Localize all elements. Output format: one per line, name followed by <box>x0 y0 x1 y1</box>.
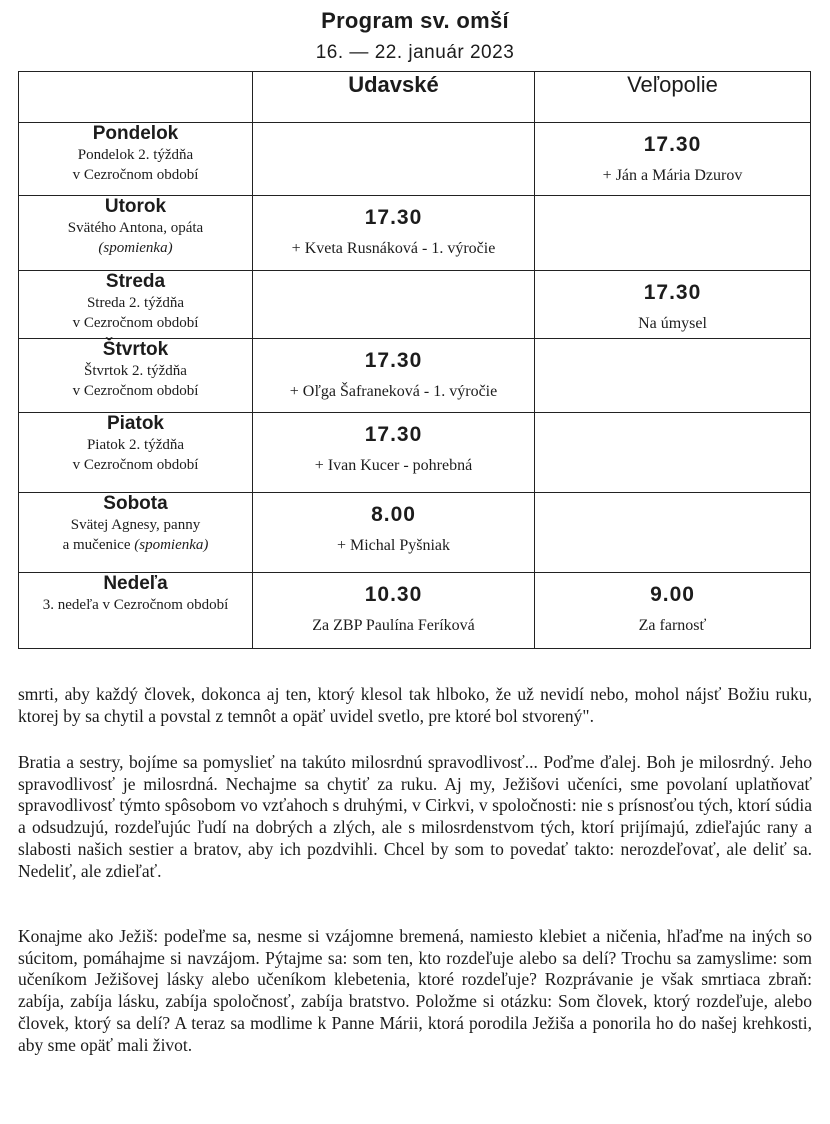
mass-time: 17.30 <box>643 281 702 304</box>
mass-slot-udavske <box>253 271 535 339</box>
day-name: Piatok <box>106 413 165 434</box>
day-cell <box>19 123 253 196</box>
day-description-line2 <box>19 313 252 333</box>
table-row <box>19 413 811 493</box>
mass-slot-udavske <box>253 573 535 649</box>
day-cell <box>19 271 253 339</box>
column-header-velopolie: Veľopolie <box>535 72 811 123</box>
body-paragraph-2: Bratia a sestry, bojíme sa pomyslieť na takúto milosrdnú spravodlivosť... Poďme ďalej. Boh je milosrdný. Jeho spravodlivosť je milosrdná. Nechajme sa chytiť za ruku. Aj my, Ježišovi učeníci, sme povolaní uplatňovať spravodlivosť týmto spôsobom vo vzťahoch s druhými, v Cirkvi, v spoločnosti: nie s prísnosťou tých, ktorí súdia a odsudzujú, rozdeľujúc ľudí na dobrých a zlých, ale s milosrdenstvom tých, ktorí prijímajú, zdieľajúc rany a slabosti našich sestier a bratov, aby ich pozdvihli. Chcel by som to povedať takto: nerozdeľovať, ale deliť sa. Nedeliť, ale zdieľať. <box>18 752 812 881</box>
day-name: Nedeľa <box>103 573 168 594</box>
mass-slot-velopolie <box>535 573 811 649</box>
day-description-line2 <box>19 165 252 185</box>
mass-slot-velopolie <box>535 271 811 339</box>
mass-slot-udavske <box>253 123 535 196</box>
mass-intention: Za farnosť <box>638 617 707 634</box>
day-description: Svätej Agnesy, panny <box>70 517 201 533</box>
day-description-line2 <box>19 535 252 555</box>
mass-time: 17.30 <box>364 349 423 372</box>
body-paragraph-1: smrti, aby každý človek, dokonca aj ten, ktorý klesol tak hlboko, že už nevidí nebo, mohol nájsť Božiu ruku, ktorej by sa chytil a povstal z temnôt a opäť uvidel svetlo, pre ktoré bol stvorený". <box>18 684 812 726</box>
table-row <box>19 196 811 271</box>
mass-intention: + Ján a Mária Dzurov <box>602 167 743 184</box>
day-name: Štvrtok <box>102 339 169 360</box>
body-paragraph-3: Konajme ako Ježiš: podeľme sa, nesme si vzájomne bremená, namiesto klebiet a ničenia, hľaďme na iných so súcitom, pomáhajme si navzájom. Pýtajme sa: som ten, kto rozdeľuje alebo sa delí? Trochu sa zamyslime: som učeníkom Ježišovej lásky alebo učeníkom klebetenia, ktoré rozdeľuje? Rozprávanie je však smrtiaca zbraň: zabíja, zabíja lásku, zabíja spoločnosť, zabíja bratstvo. Položme si otázku: Som človek, ktorý rozdeľuje, alebo človek, ktorý sa delí? A teraz sa modlime k Panne Márii, ktorá porodila Ježiša a ponorila ho do našej krehkosti, aby sme opäť mali život. <box>18 926 812 1055</box>
mass-slot-velopolie <box>535 339 811 413</box>
day-name: Utorok <box>104 196 167 217</box>
mass-time: 8.00 <box>371 503 416 526</box>
mass-slot-velopolie <box>535 413 811 493</box>
column-header-udavske: Udavské <box>253 72 535 123</box>
day-description: 3. nedeľa v Cezročnom období <box>42 597 229 613</box>
day-cell <box>19 493 253 573</box>
mass-time: 17.30 <box>643 133 702 156</box>
mass-intention: Na úmysel <box>638 315 707 332</box>
day-description-text: v Cezročnom období <box>72 457 199 473</box>
day-description-line2 <box>19 238 252 258</box>
day-description: Streda 2. týždňa <box>86 295 185 311</box>
day-name: Pondelok <box>92 123 179 144</box>
mass-intention: + Michal Pyšniak <box>336 537 450 554</box>
day-name: Streda <box>105 271 166 292</box>
mass-slot-velopolie <box>535 123 811 196</box>
day-description: Štvrtok 2. týždňa <box>84 363 187 379</box>
mass-intention: + Oľga Šafraneková - 1. výročie <box>289 383 498 400</box>
day-description-line2 <box>19 381 252 401</box>
page-title: Program sv. omší <box>321 8 509 33</box>
mass-schedule-table <box>18 71 811 649</box>
day-description-line2 <box>19 455 252 475</box>
day-description-text: v Cezročnom období <box>72 167 199 183</box>
mass-time: 17.30 <box>364 423 423 446</box>
mass-intention: + Ivan Kucer - pohrebná <box>314 457 473 474</box>
column-header-day <box>19 72 253 123</box>
table-row <box>19 123 811 196</box>
day-cell <box>19 413 253 493</box>
table-row <box>19 271 811 339</box>
mass-intention: + Kveta Rusnáková - 1. výročie <box>291 240 496 257</box>
day-description: Piatok 2. týždňa <box>86 437 185 453</box>
day-description-text: v Cezročnom období <box>72 315 199 331</box>
table-header-row <box>19 72 811 123</box>
day-name: Sobota <box>103 493 168 514</box>
day-cell <box>19 339 253 413</box>
mass-slot-velopolie <box>535 196 811 271</box>
mass-slot-udavske <box>253 339 535 413</box>
day-description-text: v Cezročnom období <box>72 383 199 399</box>
day-cell <box>19 196 253 271</box>
day-description-text: a mučenice <box>62 537 131 553</box>
mass-time: 17.30 <box>364 206 423 229</box>
table-row <box>19 573 811 649</box>
table-row <box>19 493 811 573</box>
memorial-note: (spomienka) <box>98 240 173 256</box>
memorial-note: (spomienka) <box>134 537 209 553</box>
day-description: Svätého Antona, opáta <box>67 220 204 236</box>
mass-time: 10.30 <box>364 583 423 606</box>
mass-slot-velopolie <box>535 493 811 573</box>
page-subtitle-dates: 16. — 22. január 2023 <box>315 42 515 63</box>
mass-slot-udavske <box>253 196 535 271</box>
mass-intention: Za ZBP Paulína Feríková <box>312 617 475 634</box>
day-cell <box>19 573 253 649</box>
day-description: Pondelok 2. týždňa <box>77 147 194 163</box>
table-row <box>19 339 811 413</box>
mass-time: 9.00 <box>650 583 695 606</box>
mass-slot-udavske <box>253 413 535 493</box>
mass-slot-udavske <box>253 493 535 573</box>
